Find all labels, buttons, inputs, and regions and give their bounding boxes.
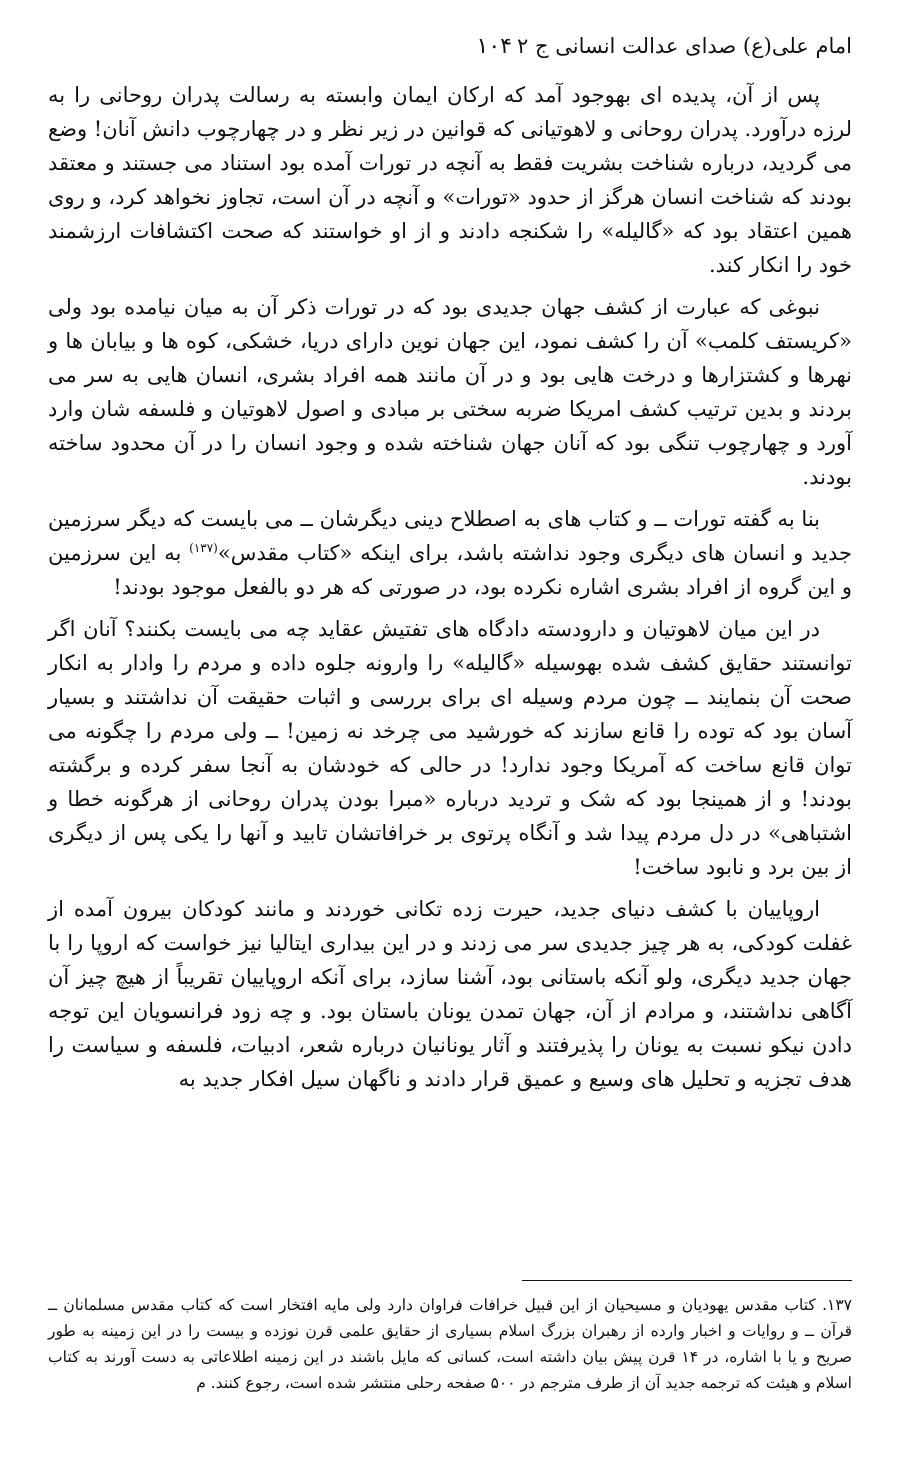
book-title: امام علی(ع) صدای عدالت انسانی ج ۲: [517, 34, 852, 58]
paragraph-5: اروپاییان با کشف دنیای جدید، حیرت زده تکانی خوردند و مانند کودکان بیرون آمده از غفلت کودکی، به هر چیز جدیدی سر می زدند و در این بیداری ایتالیا نیز خواست که اروپا را با جهان جدید دیگری، ولو آنکه باستانی بود، آشنا سازد، برای آنکه اروپاییان تقریباً از هیچ چیز آن آگاهی نداشتند، و مرادم از آن، جهان تمدن یونان باستان بود. و چه زود فرانسویان این توجه دادن نیکو نسبت به یونان را پذیرفتند و آثار یونانیان درباره شعر، ادبیات، فلسفه و سیاست را هدف تجزیه و تحلیل های وسیع و عمیق قرار دادند و ناگهان سیل افکار جدید به: [48, 897, 852, 1091]
footnote-divider: [522, 1280, 852, 1281]
paragraph-3: [48, 502, 852, 604]
paragraph-3-before-note: بنا به گفته تورات ــ و کتاب های به اصطلاح دینی دیگرشان ــ می بایست که دیگر سرزمین جدید و انسان های دیگری وجود نداشته باشد، برای اینکه «کتاب مقدس»: [48, 507, 852, 565]
paragraph-4: در این میان لاهوتیان و دارودسته دادگاه های تفتیش عقاید چه می بایست بکنند؟ آنان اگر توانستند حقایق کشف شده بهوسیله «گالیله» را وارونه جلوه داده و مردم را وادار به انکار صحت آن بنمایند ــ چون مردم وسیله ای برای بررسی و اثبات حقیقت آن نداشتند و بسیار آسان بود که توده را قانع سازند که خورشید می چرخد نه زمین! ــ ولی مردم را چگونه می توان قانع ساخت که آمریکا وجود ندارد! در حالی که خودشان به آنجا سفر کرده و برگشته بودند! و از همینجا بود که شک و تردید درباره «مبرا بودن پدران روحانی از هرگونه خطا و اشتباهی» در دل مردم پیدا شد و آنگاه پرتوی بر خرافاتشان تابید و آنها را یکی پس از دیگری از بین برد و نابود ساخت!: [48, 617, 852, 879]
page-number: ۱۰۴: [476, 34, 512, 59]
paragraph-2: نبوغی که عبارت از کشف جهان جدیدی بود که در تورات ذکر آن به میان نیامده بود ولی «کریستف کلمب» آن را کشف نمود، این جهان نوین دارای دریا، خشکی، کوه ها و بیابان ها و نهرها و کشتزارها و درخت هایی بود و در آن مانند همه افراد بشری، انسان هایی به سر می بردند و بدین ترتیب کشف امریکا ضربه سختی بر مبادی و اصول لاهوتیان و فلسفه شان وارد آورد و چهارچوب تنگی بود که آنان جهان شناخته شده و وجود انسان را در آن محدود ساخته بودند.: [48, 295, 852, 489]
paragraph-3-after-note: به این سرزمین و این گروه از افراد بشری اشاره نکرده بود، در صورتی که هر دو بالفعل موجود بودند!: [48, 541, 852, 599]
footnote-reference: (۱۳۷): [189, 541, 218, 555]
body-text: [48, 78, 852, 1104]
footnote-137: ۱۳۷. کتاب مقدس یهودیان و مسیحیان از این قبیل خرافات فراوان دارد ولی مایه افتخار است که کتاب مقدس مسلمانان ــ قرآن ــ و روایات و اخبار وارده از رهبران بزرگ اسلام بسیاری از حقایق علمی قرن نوزده و بیست را در این زمینه به طور صریح و یا با اشاره، در ۱۴ قرن پیش بیان داشته است، کسانی که مایل باشند در این زمینه اطلاعاتی به دست آورند به کتاب اسلام و هیئت که ترجمه جدید آن از طرف مترجم در ۵۰۰ صفحه رحلی منتشر شده است، رجوع کنند. م: [48, 1296, 852, 1392]
running-header: [48, 34, 852, 68]
paragraph-1: پس از آن، پدیده ای بهوجود آمد که ارکان ایمان وابسته به رسالت پدران روحانی را به لرزه درآورد. پدران روحانی و لاهوتیانی که قوانین در زیر نظر و در چهارچوب دانش آنان! وضع می گردید، درباره شناخت بشریت فقط به آنچه در تورات آمده بود استناد می جستند و معتقد بودند که شناخت انسان هرگز از حدود «تورات» و آنچه در آن است، تجاوز نخواهد کرد، و روی همین اعتقاد بود که «گالیله» را شکنجه دادند و از او خواستند که صحت اکتشافات ارزشمند خود را انکار کند.: [47, 83, 852, 277]
